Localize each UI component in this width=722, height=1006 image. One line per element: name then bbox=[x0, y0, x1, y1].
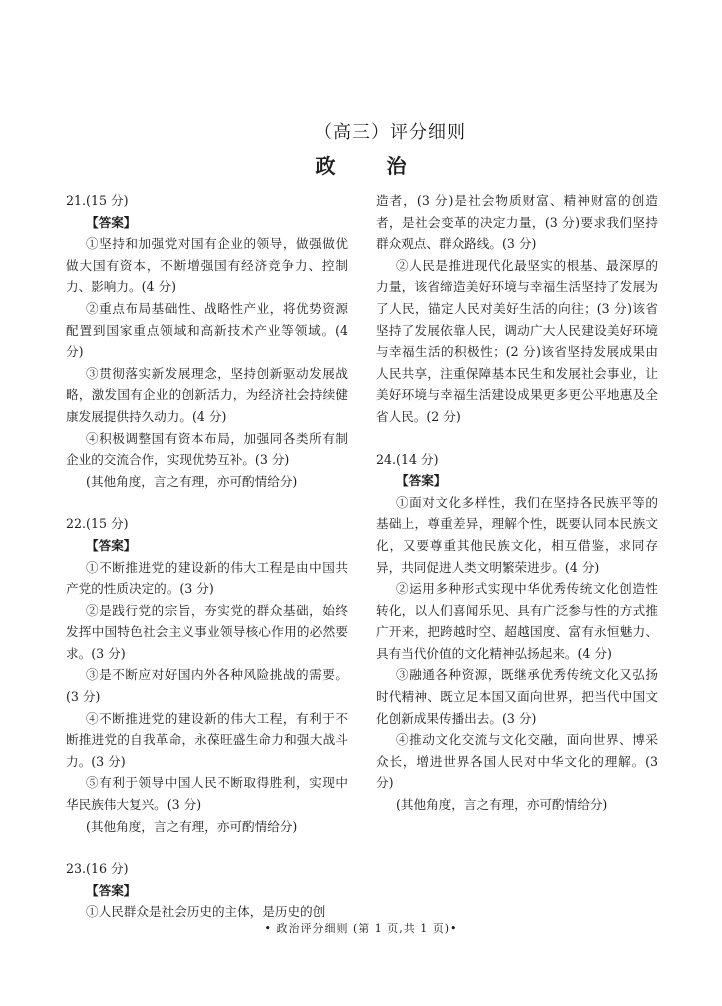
question-number: 21.(15 分) bbox=[66, 193, 129, 208]
question-number: 24.(14 分) bbox=[376, 451, 439, 467]
answer-point: ③是不断应对好国内外各种风险挑战的需要。(3 分) bbox=[66, 667, 348, 705]
answer-point: ④不断推进党的建设新的伟大工程，有利于不断推进党的自我革命，永葆旺盛生命力和强大战斗力。(3 分) bbox=[66, 710, 348, 769]
question-22 bbox=[66, 513, 348, 837]
answer-point: ①不断推进党的建设新的伟大工程是由中国共产党的性质决定的。(3 分) bbox=[66, 559, 348, 597]
answer-point: ④推动文化交流与文化交融，面向世界、博采众长，增进世界各国人民对中华文化的理解。(3 分) bbox=[376, 732, 658, 791]
question-number: 23.(16 分) bbox=[66, 861, 129, 877]
grading-note: (其他角度，言之有理，亦可酌情给分) bbox=[86, 818, 298, 834]
answer-point: ①人民群众是社会历史的主体，是历史的创 bbox=[86, 904, 326, 920]
answer-point: ⑤有利于领导中国人民不断取得胜利，实现中华民族伟大复兴。(3 分) bbox=[66, 775, 348, 813]
question-23 bbox=[66, 858, 348, 923]
question-24 bbox=[376, 449, 658, 816]
page-footer: • 政治评分细则 (第 1 页,共 1 页)• bbox=[264, 922, 458, 935]
right-column bbox=[376, 190, 658, 816]
page-title: （高三）评分细则 bbox=[314, 122, 466, 143]
answer-label: 【答案】 bbox=[86, 214, 137, 230]
answer-label: 【答案】 bbox=[396, 473, 447, 489]
answer-point: ②是践行党的宗旨，夯实党的群众基础，始终发挥中国特色社会主义事业领导核心作用的必然要求。(3 分) bbox=[66, 602, 348, 661]
grading-note: (其他角度，言之有理，亦可酌情给分) bbox=[396, 797, 608, 813]
answer-label: 【答案】 bbox=[86, 537, 137, 553]
answer-point: ③贯彻落实新发展理念，坚持创新驱动发展战略，激发国有企业的创新活力，为经济社会持续健康发展提供持久动力。(4 分) bbox=[66, 365, 348, 424]
left-column bbox=[66, 190, 348, 923]
grading-note: (其他角度，言之有理，亦可酌情给分) bbox=[86, 473, 298, 489]
question-number: 22.(15 分) bbox=[66, 516, 129, 532]
question-21 bbox=[66, 190, 348, 492]
answer-point: ③融通各种资源，既继承优秀传统文化又弘扬时代精神、既立足本国又面向世界，把当代中国文化创新成果传播出去。(3 分) bbox=[376, 667, 658, 726]
answer-point: ②人民是推进现代化最坚实的根基、最深厚的力量，该省缔造美好环境与幸福生活坚持了发展为了人民，锚定人民对美好生活的向往；(3 分)该省坚持了发展依靠人民，调动广大人民建设美好环境与幸福生活的积极性；(2 分)该省坚持发展成果由人民共享，注重保障基本民生和发展社会事业，让美好环境与幸福生活建设成果更多更公平地惠及全省人民。(2 分) bbox=[376, 257, 658, 424]
answer-point: ④积极调整国有资本布局，加强同各类所有制企业的交流合作，实现优势互补。(3 分) bbox=[66, 430, 348, 468]
answer-continuation: 造者，(3 分)是社会物质财富、精神财富的创造者，是社会变革的决定力量，(3 分)要求我们坚持群众观点、群众路线。(3 分) bbox=[376, 193, 658, 252]
question-23-continued bbox=[376, 190, 658, 428]
subject-title: 政 治 bbox=[315, 154, 429, 178]
answer-point: ②运用多种形式实现中华优秀传统文化创造性转化，以人们喜闻乐见、具有广泛参与性的方式推广开来，把跨越时空、超越国度、富有永恒魅力、具有当代价值的文化精神弘扬起来。(4 分) bbox=[376, 581, 658, 661]
answer-point: ①坚持和加强党对国有企业的领导，做强做优做大国有资本，不断增强国有经济竞争力、控制力、影响力。(4 分) bbox=[66, 236, 348, 295]
answer-label: 【答案】 bbox=[86, 882, 137, 898]
answer-point: ①面对文化多样性，我们在坚持各民族平等的基础上，尊重差异，理解个性，既要认同本民族文化，又要尊重其他民族文化，相互借鉴，求同存异，共同促进人类文明繁荣进步。(4 分) bbox=[376, 494, 658, 575]
answer-point: ②重点布局基础性、战略性产业，将优势资源配置到国家重点领域和高新技术产业等领域。(4 分) bbox=[66, 300, 348, 360]
